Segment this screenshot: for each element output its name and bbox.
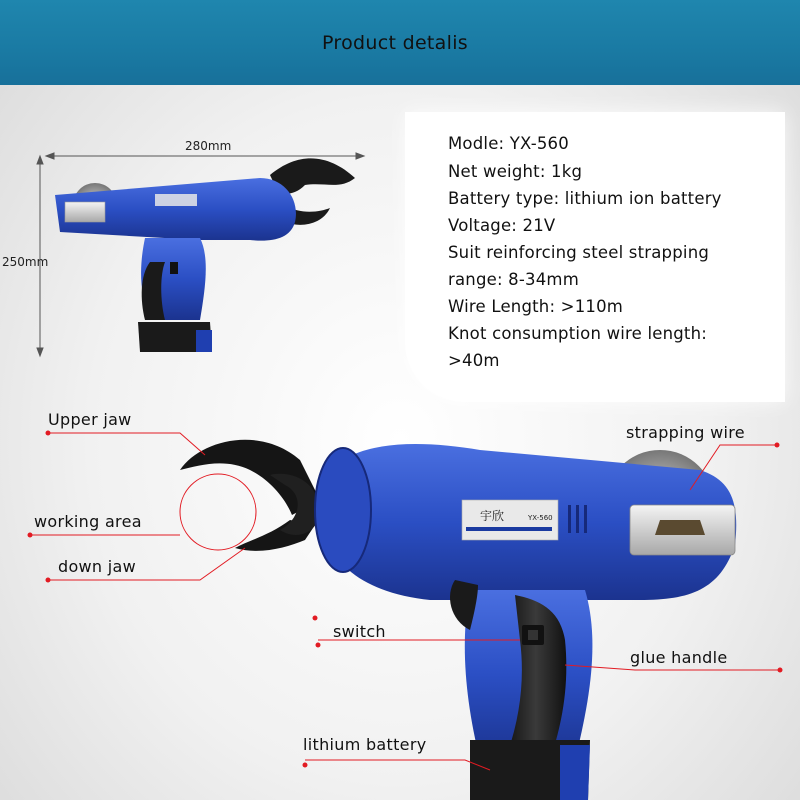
- tool-large-view: [180, 440, 736, 800]
- callout-lithium-battery: [305, 760, 490, 770]
- label-switch: switch: [333, 622, 386, 641]
- spec-suit-range-1: Suit reinforcing steel strapping: [448, 243, 710, 262]
- width-dimension-label: 280mm: [185, 139, 232, 153]
- height-dimension-arrow: [37, 156, 43, 356]
- label-upper-jaw: Upper jaw: [48, 410, 132, 429]
- width-dimension-arrow: [46, 153, 364, 159]
- tool-brand-text: 宇欣: [480, 509, 505, 523]
- callout-upper-jaw: [50, 433, 205, 455]
- spec-battery-type: Battery type: lithium ion battery: [448, 189, 722, 208]
- spec-knot-consumption-2: >40m: [448, 351, 500, 370]
- label-glue-handle: glue handle: [630, 648, 728, 667]
- spec-net-weight: Net weight: 1kg: [448, 162, 583, 181]
- height-dimension-label: 250mm: [2, 255, 49, 269]
- label-working-area: working area: [34, 512, 142, 531]
- spec-wire-length: Wire Length: >110m: [448, 297, 624, 316]
- tool-model-text: YX-560: [528, 514, 553, 522]
- callout-dot-switch: [316, 643, 321, 648]
- callout-dot-switch-upper: [313, 616, 318, 621]
- label-lithium-battery: lithium battery: [303, 735, 427, 754]
- label-down-jaw: down jaw: [58, 557, 136, 576]
- spec-suit-range-2: range: 8-34mm: [448, 270, 579, 289]
- callout-dot-lithium-battery: [303, 763, 308, 768]
- callout-dot-upper-jaw: [46, 431, 51, 436]
- header-title: Product detalis: [322, 31, 468, 54]
- callout-dot-down-jaw: [46, 578, 51, 583]
- callout-dot-strapping-wire: [775, 443, 780, 448]
- tool-small-view: [55, 158, 355, 352]
- callout-working-area: [180, 474, 256, 550]
- label-strapping-wire: strapping wire: [626, 423, 745, 442]
- spec-model: Modle: YX-560: [448, 134, 569, 153]
- callout-dot-glue-handle: [778, 668, 783, 673]
- spec-voltage: Voltage: 21V: [448, 216, 556, 235]
- spec-knot-consumption-1: Knot consumption wire length:: [448, 324, 708, 343]
